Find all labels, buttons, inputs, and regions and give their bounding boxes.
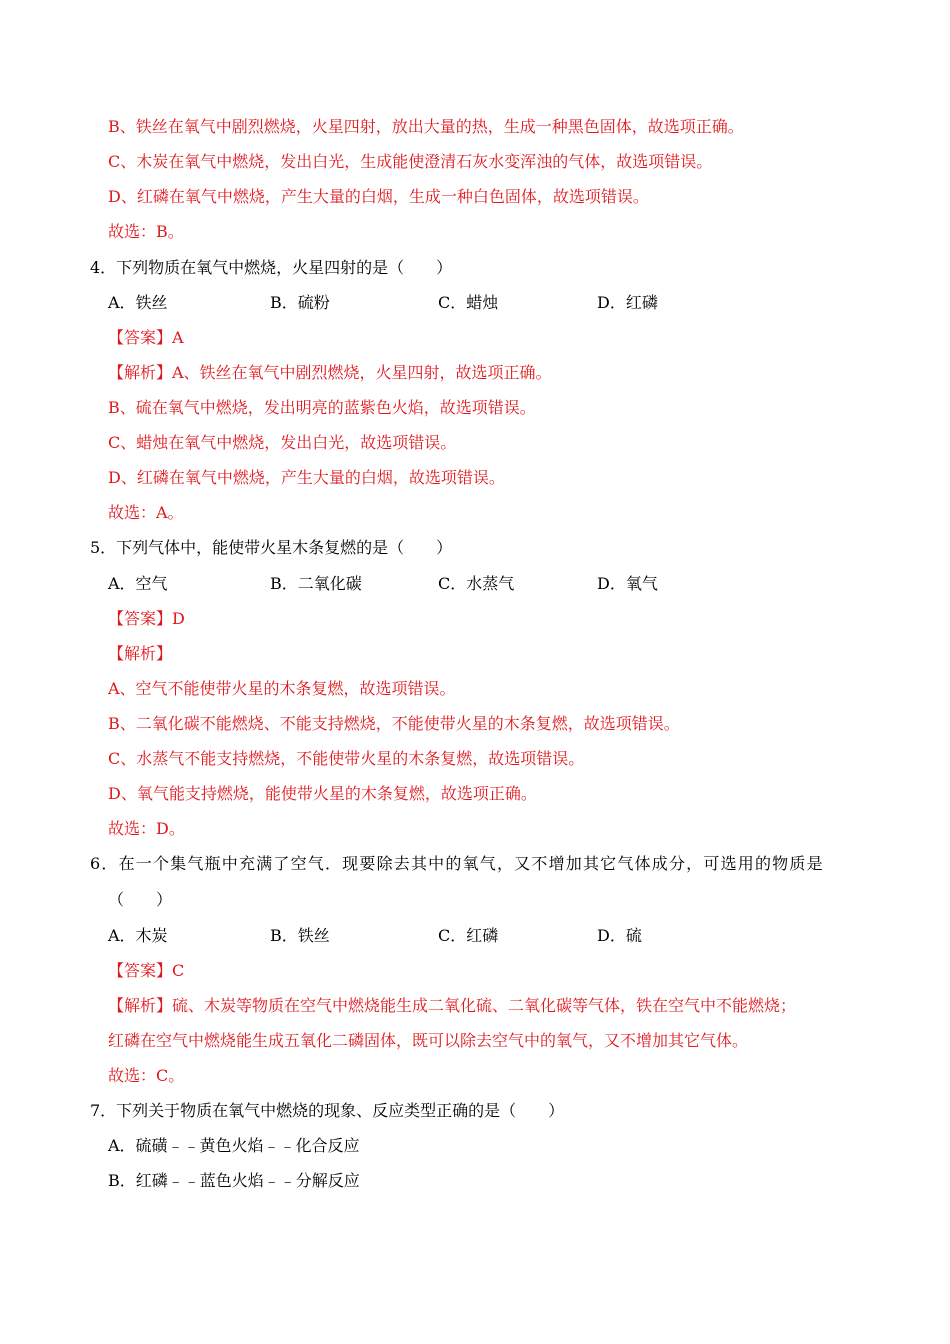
- q4-final-choice: 故选：A。: [108, 503, 184, 522]
- q7-option-b: B．红磷﹣﹣蓝色火焰﹣﹣分解反应: [108, 1171, 360, 1190]
- q4-analysis: 【解析】A、铁丝在氧气中剧烈燃烧，火星四射，故选项正确。: [108, 363, 552, 382]
- q6-option-a: A．木炭: [108, 926, 168, 945]
- q6-option-b: B．铁丝: [270, 926, 330, 945]
- q4-option-d: D．红磷: [597, 293, 658, 312]
- q4-answer: 【答案】A: [108, 328, 184, 347]
- q5-option-a: A．空气: [108, 574, 168, 593]
- q5-option-c: C．水蒸气: [438, 574, 515, 593]
- q5-stem: 5．下列气体中，能使带火星木条复燃的是（ ）: [90, 538, 453, 557]
- q5-option-c-explanation: C、水蒸气不能支持燃烧，不能使带火星的木条复燃，故选项错误。: [108, 749, 585, 768]
- q6-analysis: 【解析】硫、木炭等物质在空气中燃烧能生成二氧化硫、二氧化碳等气体，铁在空气中不能燃烧；: [108, 996, 797, 1015]
- q4-option-b: B．硫粉: [270, 293, 330, 312]
- q4-stem: 4．下列物质在氧气中燃烧，火星四射的是（ ）: [90, 258, 453, 277]
- q5-analysis: 【解析】: [108, 644, 173, 663]
- q6-option-d: D．硫: [597, 926, 642, 945]
- q4-option-a: A．铁丝: [108, 293, 168, 312]
- q7-stem: 7．下列关于物质在氧气中燃烧的现象、反应类型正确的是（ ）: [90, 1101, 565, 1120]
- q4-option-c: C．蜡烛: [438, 293, 499, 312]
- q7-option-a: A．硫磺﹣﹣黄色火焰﹣﹣化合反应: [108, 1136, 360, 1155]
- q4-option-b-explanation: B、硫在氧气中燃烧，发出明亮的蓝紫色火焰，故选项错误。: [108, 398, 536, 417]
- q6-stem-parentheses: （ ）: [108, 890, 173, 909]
- q5-final-choice: 故选：D。: [108, 819, 185, 838]
- q6-final-choice: 故选：C。: [108, 1066, 185, 1085]
- q5-answer: 【答案】D: [108, 609, 185, 628]
- q5-option-d: D．氧气: [597, 574, 658, 593]
- prev-option-d-explanation: D、红磷在氧气中燃烧，产生大量的白烟，生成一种白色固体，故选项错误。: [108, 187, 649, 206]
- prev-option-c-explanation: C、木炭在氧气中燃烧，发出白光，生成能使澄清石灰水变浑浊的气体，故选项错误。: [108, 152, 713, 171]
- q4-option-d-explanation: D、红磷在氧气中燃烧，产生大量的白烟，故选项错误。: [108, 468, 505, 487]
- q6-option-c: C．红磷: [438, 926, 499, 945]
- q6-analysis-continued: 红磷在空气中燃烧能生成五氧化二磷固体，既可以除去空气中的氧气，又不增加其它气体。: [108, 1031, 749, 1050]
- q6-stem: 6．在一个集气瓶中充满了空气．现要除去其中的氧气，又不增加其它气体成分，可选用的物质是: [90, 854, 824, 873]
- q5-option-a-explanation: A、空气不能使带火星的木条复燃，故选项错误。: [108, 679, 456, 698]
- q4-option-c-explanation: C、蜡烛在氧气中燃烧，发出白光，故选项错误。: [108, 433, 457, 452]
- q6-answer: 【答案】C: [108, 961, 185, 980]
- prev-option-b-explanation: B、铁丝在氧气中剧烈燃烧，火星四射，放出大量的热，生成一种黑色固体，故选项正确。: [108, 117, 744, 136]
- q5-option-d-explanation: D、氧气能支持燃烧，能使带火星的木条复燃，故选项正确。: [108, 784, 537, 803]
- prev-final-choice: 故选：B。: [108, 222, 184, 241]
- q5-option-b-explanation: B、二氧化碳不能燃烧、不能支持燃烧，不能使带火星的木条复燃，故选项错误。: [108, 714, 680, 733]
- q5-option-b: B．二氧化碳: [270, 574, 362, 593]
